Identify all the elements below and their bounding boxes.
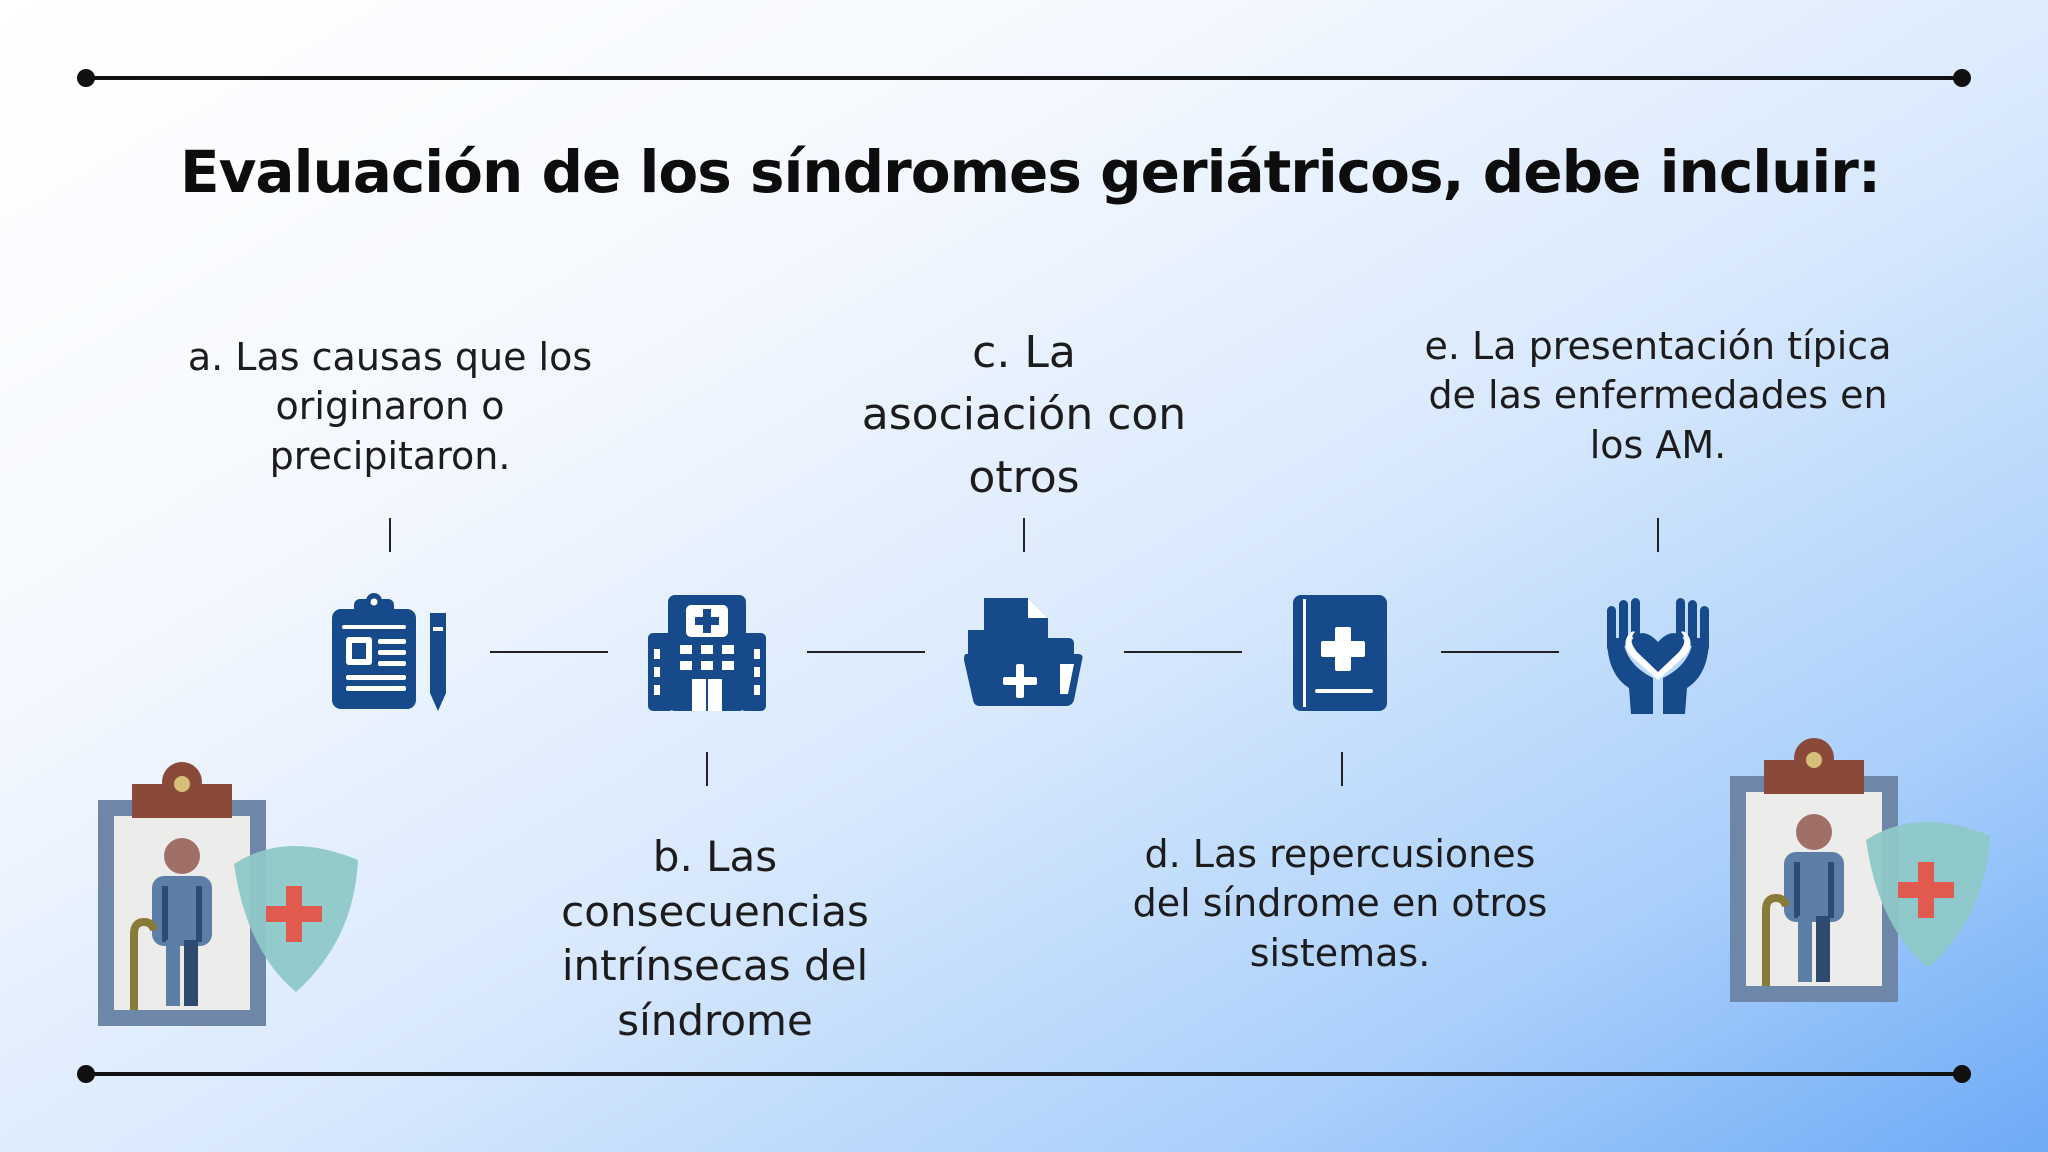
top-rule <box>86 76 1962 80</box>
hands-heart-icon <box>1605 594 1711 714</box>
step-e-tick <box>1657 518 1659 552</box>
bottom-rule <box>86 1072 1962 1076</box>
patient-clipboard-illustration <box>1728 736 1998 1006</box>
step-b-tick <box>706 752 708 786</box>
medical-book-icon <box>1293 593 1389 713</box>
rule-end-dot <box>1953 1065 1971 1083</box>
hospital-building-icon <box>648 593 766 713</box>
patient-clipboard-illustration <box>96 760 366 1030</box>
page-title: Evaluación de los síndromes geriátricos, debe incluir: <box>180 138 1881 206</box>
step-b-label: b. Las consecuencias intrínsecas del síndrome <box>561 832 869 1045</box>
step-d-label: d. Las repercusiones del síndrome en otros sistemas. <box>1132 832 1548 975</box>
step-e-label: e. La presentación típica de las enfermedades en los AM. <box>1424 324 1892 467</box>
rule-end-dot <box>77 69 95 87</box>
clipboard-pencil-icon <box>330 593 450 713</box>
connector-line <box>1124 651 1242 653</box>
step-c-tick <box>1023 518 1025 552</box>
connector-line <box>1441 651 1559 653</box>
connector-line <box>807 651 925 653</box>
step-a-label: a. Las causas que los originaron o precipitaron. <box>187 335 593 478</box>
medical-folder-icon <box>964 596 1086 708</box>
step-d-tick <box>1341 752 1343 786</box>
connector-line <box>490 651 608 653</box>
step-a-tick <box>389 518 391 552</box>
rule-end-dot <box>77 1065 95 1083</box>
step-c-label: c. La asociación con otros <box>861 327 1187 503</box>
rule-end-dot <box>1953 69 1971 87</box>
